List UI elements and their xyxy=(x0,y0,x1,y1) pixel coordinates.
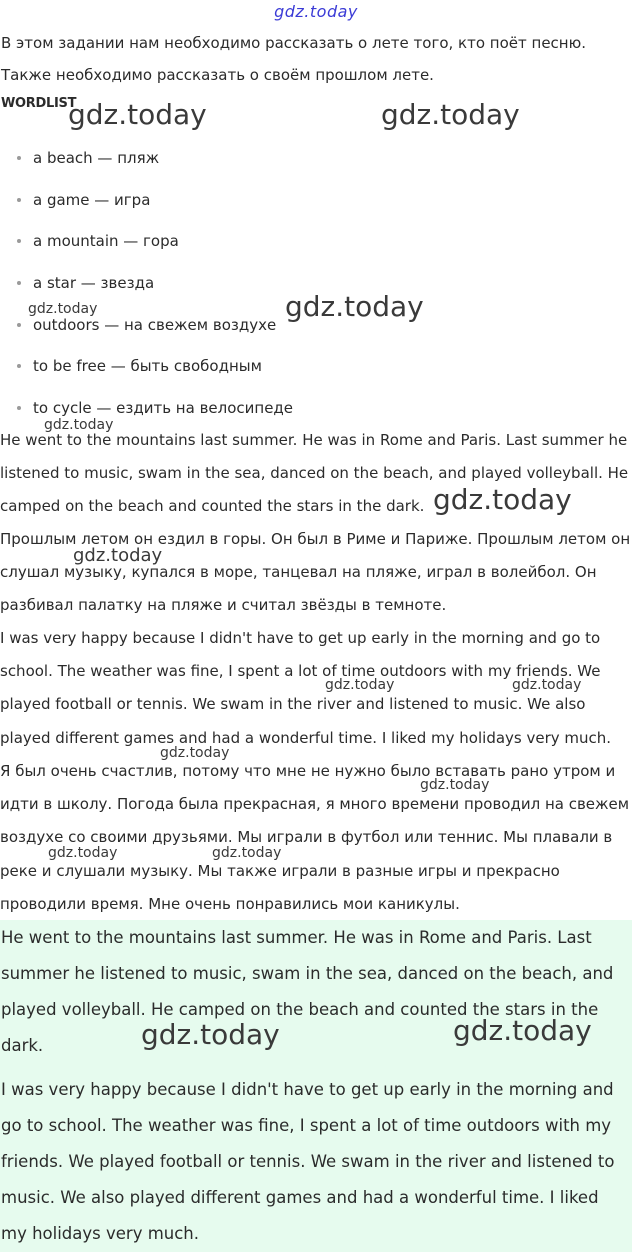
watermark: gdz.today xyxy=(68,98,207,131)
bullet-icon xyxy=(17,323,21,327)
answer-paragraph-2: I was very happy because I didn't have to get up early in the morning and go to school. The weather was fine, I spent a lot of time outdoors with my friends. We played football or tennis. We swam in the river and listened to music. We also played different games and had a wonderful time. I liked my holidays very much. xyxy=(1,1080,615,1243)
watermark: gdz.today xyxy=(381,98,520,131)
list-item-text: a mountain — гора xyxy=(33,232,179,251)
watermark: gdz.today xyxy=(512,677,582,693)
task-intro: В этом задании нам необходимо рассказать о лете того, кто поёт песню. Также необходимо рассказать о своём прошлом лете. xyxy=(1,34,586,84)
watermark: gdz.today xyxy=(212,845,282,861)
paragraph-russian-2: Я был очень счастлив, потому что мне не нужно было вставать рано утром и идти в школу. Погода была прекрасная, я много времени проводил на свежем воздухе со своими друзьями. Мы играли в футбол или теннис. Мы плавали в реке и слушали музыку. Мы также играли в разные игры и прекрасно проводили время. Мне очень понравились мои каникулы. xyxy=(0,762,630,913)
list-item xyxy=(0,223,293,265)
list-item-text: a game — игра xyxy=(33,190,151,209)
list-item xyxy=(0,265,293,307)
bullet-icon xyxy=(17,406,21,410)
paragraph-russian-1: Прошлым летом он ездил в горы. Он был в Риме и Париже. Прошлым летом он слушал музыку, купался в море, танцевал на пляже, играл в волейбол. Он разбивал палатку на пляже и считал звёзды в темноте. xyxy=(0,530,631,615)
watermark: gdz.today xyxy=(285,290,424,323)
bullet-icon xyxy=(17,156,21,160)
watermark: gdz.today xyxy=(453,1014,592,1047)
watermark: gdz.today xyxy=(420,777,490,793)
list-item-text: a beach — пляж xyxy=(33,149,160,167)
list-item-text: to be free — быть свободным xyxy=(33,357,262,376)
list-item-text: to cycle — ездить на велосипеде xyxy=(33,399,294,418)
answer-paragraph-1: He went to the mountains last summer. He was in Rome and Paris. Last summer he listened to music, swam in the sea, danced on the beach, and played volleyball. He camped on the beach and counted the stars in the dark. xyxy=(1,928,614,1055)
watermark: gdz.today xyxy=(73,545,163,566)
bullet-icon xyxy=(17,281,21,285)
watermark: gdz.today xyxy=(44,417,114,433)
list-item-text: outdoors — на свежем воздухе xyxy=(33,315,277,334)
watermark: gdz.today xyxy=(141,1018,280,1051)
list-item xyxy=(0,140,293,182)
bullet-icon xyxy=(17,364,21,368)
list-item-text: a star — звезда xyxy=(33,274,155,293)
watermark: gdz.today xyxy=(48,845,118,861)
list-item xyxy=(0,307,293,349)
wordlist-heading: WORDLIST xyxy=(1,96,77,111)
wordlist xyxy=(0,140,293,432)
bullet-icon xyxy=(17,239,21,243)
paragraph-english-1: He went to the mountains last summer. He was in Rome and Paris. Last summer he listened to music, swam in the sea, danced on the beach, and played volleyball. He camped on the beach and counted the stars in the dark. xyxy=(0,431,629,516)
watermark: gdz.today xyxy=(28,301,98,317)
watermark: gdz.today xyxy=(433,483,572,516)
list-item xyxy=(0,348,293,390)
bullet-icon xyxy=(17,198,21,202)
paragraph-english-2: I was very happy because I didn't have to get up early in the morning and go to school. The weather was fine, I spent a lot of time outdoors with my friends. We played football or tennis. We swam in the river and listened to music. We also played different games and had a wonderful time. I liked my holidays very much. xyxy=(0,629,612,747)
watermark: gdz.today xyxy=(160,745,230,761)
answer-box xyxy=(0,920,632,1252)
watermark: gdz.today xyxy=(325,677,395,693)
site-logo[interactable]: gdz.today xyxy=(274,2,358,21)
list-item xyxy=(0,182,293,224)
